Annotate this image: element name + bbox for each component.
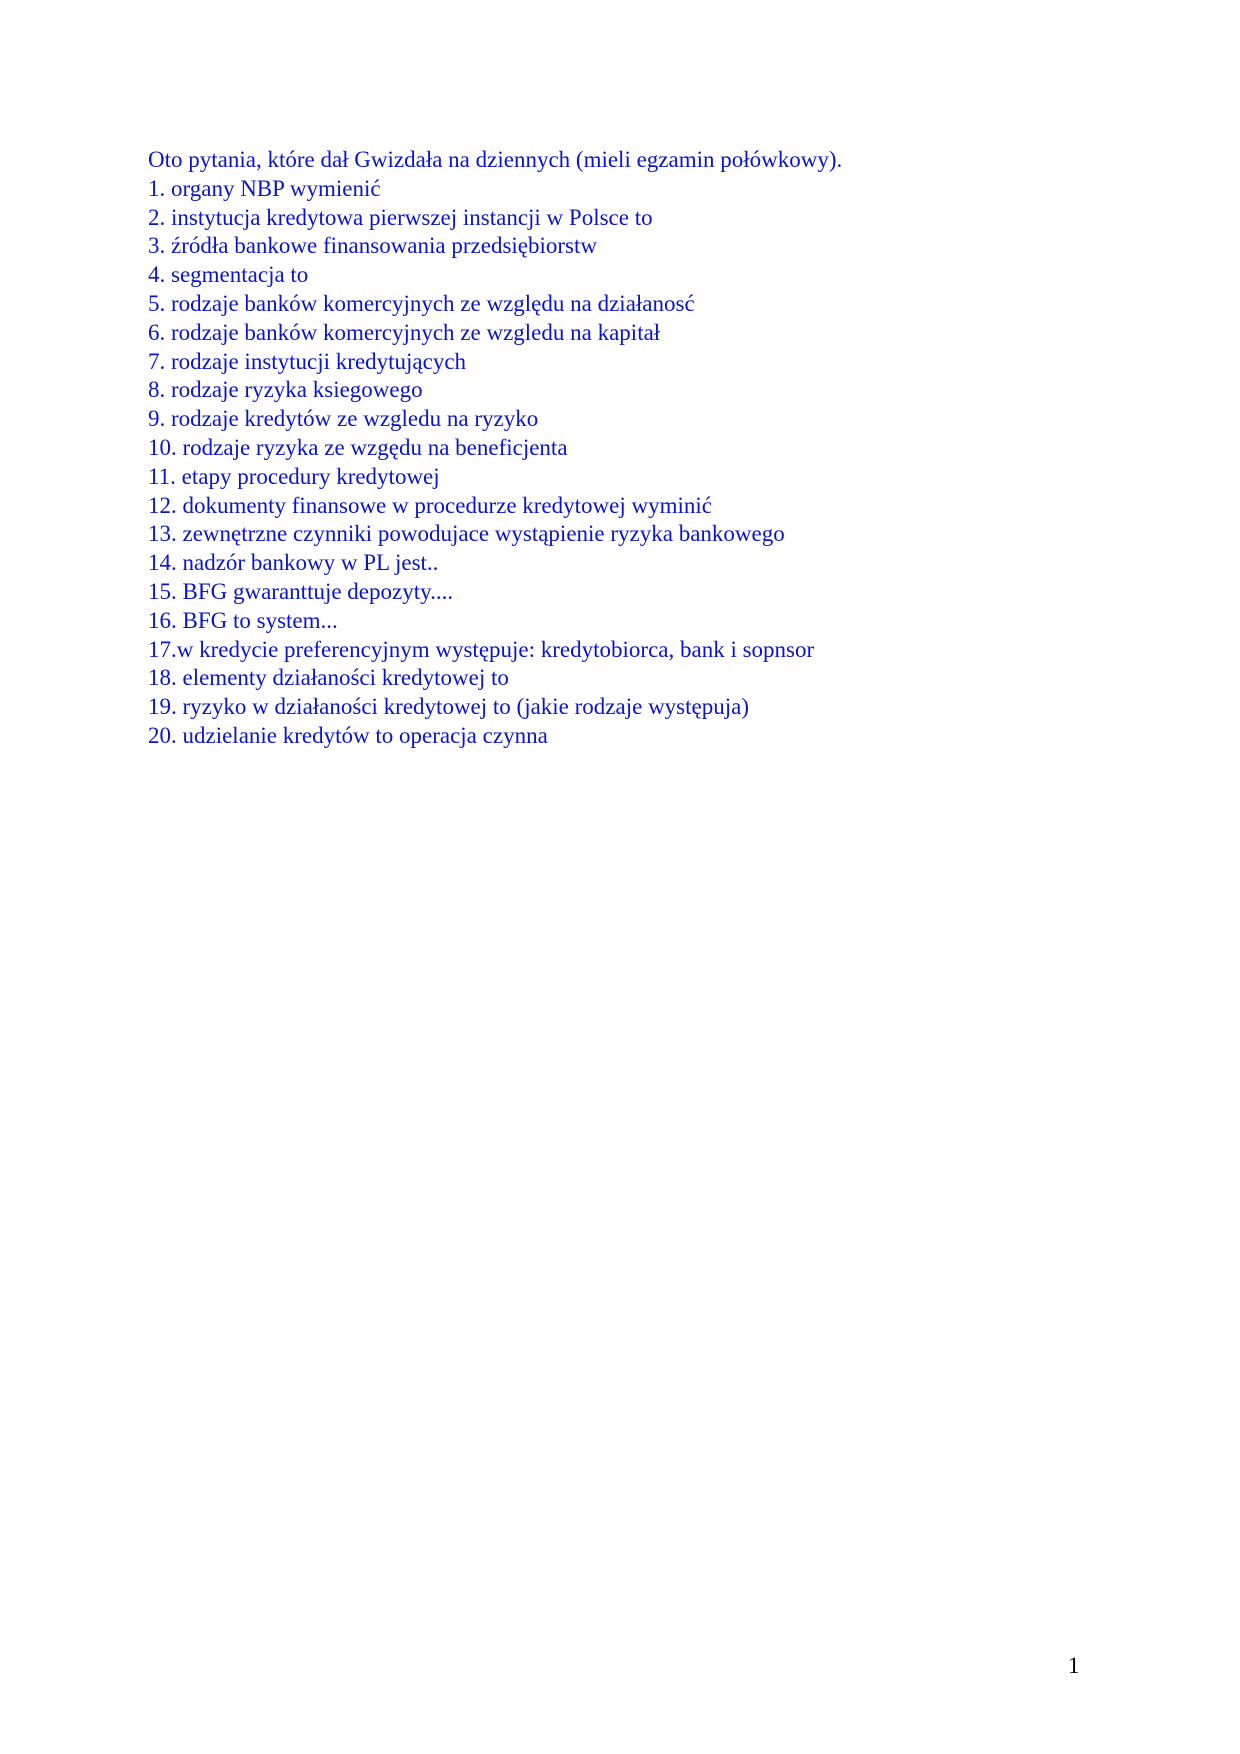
question-item: 2. instytucja kredytowa pierwszej instancji w Polsce to — [148, 204, 653, 230]
question-item: 4. segmentacja to — [148, 262, 309, 288]
question-item: 7. rodzaje instytucji kredytujących — [148, 348, 467, 374]
question-item: 9. rodzaje kredytów ze wzgledu na ryzyko — [148, 406, 539, 432]
question-item: 3. źródła bankowe finansowania przedsiębiorstw — [148, 233, 597, 259]
question-item: 15. BFG gwaranttuje depozyty.... — [148, 578, 454, 604]
intro-text: Oto pytania, które dał Gwizdała na dziennych (mieli egzamin połówkowy). — [148, 147, 843, 172]
question-item: 17.w kredycie preferencyjnym występuje: kredytobiorca, bank i sopnsor — [148, 636, 815, 662]
question-item: 6. rodzaje banków komercyjnych ze wzgledu na kapitał — [148, 319, 661, 345]
question-item: 13. zewnętrzne czynniki powodujace wystąpienie ryzyka bankowego — [148, 521, 785, 547]
question-item: 10. rodzaje ryzyka ze wzgędu na beneficjenta — [148, 434, 568, 460]
question-item: 20. udzielanie kredytów to operacja czynna — [148, 722, 548, 748]
question-item: 12. dokumenty finansowe w procedurze kredytowej wyminić — [148, 492, 712, 518]
question-item: 5. rodzaje banków komercyjnych ze względu na działanosć — [148, 290, 695, 316]
question-item: 14. nadzór bankowy w PL jest.. — [148, 550, 439, 576]
question-item: 11. etapy procedury kredytowej — [148, 463, 440, 489]
question-item: 8. rodzaje ryzyka ksiegowego — [148, 377, 423, 403]
page-number: 1 — [1068, 1653, 1080, 1678]
question-item: 18. elementy działaności kredytowej to — [148, 665, 509, 691]
question-list — [148, 175, 908, 751]
question-item: 1. organy NBP wymienić — [148, 175, 381, 201]
question-item: 19. ryzyko w działaności kredytowej to (jakie rodzaje występuja) — [148, 694, 749, 720]
document-body — [148, 146, 908, 751]
question-item: 16. BFG to system... — [148, 607, 338, 633]
